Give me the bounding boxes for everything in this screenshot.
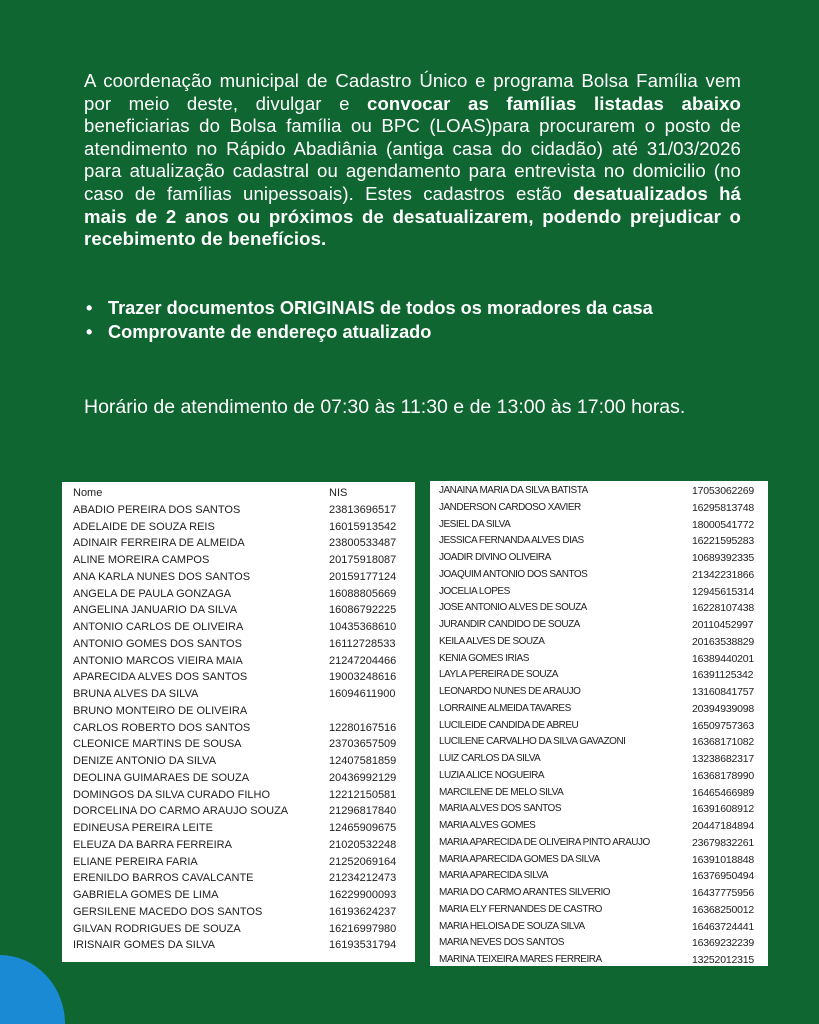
table-row xyxy=(439,868,768,885)
beneficiary-nis: 16015913542 xyxy=(329,520,397,533)
beneficiary-name: ANA KARLA NUNES DOS SANTOS xyxy=(73,570,251,583)
beneficiary-name: ALINE MOREIRA CAMPOS xyxy=(73,554,210,566)
table-row xyxy=(73,803,415,820)
table-row xyxy=(439,584,768,601)
table-row xyxy=(73,602,415,619)
table-row xyxy=(73,619,415,636)
beneficiary-name: JURANDIR CANDIDO DE SOUZA xyxy=(439,619,580,630)
header-name: Nome xyxy=(73,487,103,499)
beneficiary-nis: 16295813748 xyxy=(692,501,755,514)
beneficiary-name: ADINAIR FERREIRA DE ALMEIDA xyxy=(73,537,245,550)
beneficiary-name: MARIA APARECIDA SILVA xyxy=(439,870,548,882)
beneficiary-nis: 20447184894 xyxy=(692,820,755,832)
intro-text-2: beneficiarias do Bolsa família ou BPC (LOAS)para procurarem o posto de atendimento no Rápido Abadiânia (antiga casa do cidadão) até 31/03/2026 para atualização cadastral ou agendamento para entrevista no domicilio (no caso de famílias unipessoais). Estes cadastros estão xyxy=(84,115,741,204)
requirement-text: Comprovante de endereço atualizado xyxy=(108,322,432,342)
table-row xyxy=(439,684,768,701)
beneficiary-nis: 13252012315 xyxy=(692,954,755,966)
beneficiary-nis: 23679832261 xyxy=(692,836,755,849)
beneficiary-name: JANAINA MARIA DA SILVA BATISTA xyxy=(439,485,588,496)
beneficiary-nis: 20436992129 xyxy=(329,771,397,784)
beneficiary-nis: 12945615314 xyxy=(692,585,755,598)
beneficiary-name: MARIA ALVES GOMES xyxy=(439,820,536,831)
table-row xyxy=(73,736,415,753)
requirement-text: Trazer documentos ORIGINAIS de todos os moradores da casa xyxy=(108,298,653,318)
beneficiary-nis: 21342231866 xyxy=(692,568,755,581)
beneficiary-nis: 21234212473 xyxy=(329,872,397,885)
header-nis: NIS xyxy=(329,487,348,499)
beneficiary-name: ABADIO PEREIRA DOS SANTOS xyxy=(73,503,241,516)
beneficiary-name: ANGELINA JANUARIO DA SILVA xyxy=(73,604,238,617)
beneficiary-name: MARIA APARECIDA GOMES DA SILVA xyxy=(439,853,600,865)
beneficiary-nis: 12280167516 xyxy=(329,721,397,734)
table-row xyxy=(73,820,415,837)
beneficiary-name: ERENILDO BARROS CAVALCANTE xyxy=(73,872,254,885)
beneficiary-nis: 16465466989 xyxy=(692,786,755,799)
table-row xyxy=(73,653,415,670)
table-row xyxy=(439,701,768,718)
beneficiary-nis: 23703657509 xyxy=(329,738,397,751)
bullet-icon: • xyxy=(86,298,93,318)
beneficiary-nis: 16389440201 xyxy=(692,652,755,665)
beneficiary-name: ANTONIO GOMES DOS SANTOS xyxy=(73,637,242,650)
table-row xyxy=(73,787,415,804)
beneficiary-name: LUZIA ALICE NOGUEIRA xyxy=(439,769,545,781)
table-row xyxy=(73,770,415,787)
intro-text-1: A coordenação municipal de Cadastro Único e programa Bolsa Família vem por meio deste, divulgar e xyxy=(84,70,741,114)
beneficiary-name: LEONARDO NUNES DE ARAUJO xyxy=(439,686,581,697)
beneficiary-nis: 21252069164 xyxy=(329,855,397,868)
beneficiary-nis: 12212150581 xyxy=(329,788,397,801)
beneficiary-nis: 16221595283 xyxy=(692,535,755,548)
beneficiary-nis: 16216997980 xyxy=(329,922,397,935)
intro-bold-1: convocar as famílias listadas abaixo xyxy=(367,92,742,114)
beneficiary-nis: 16094611900 xyxy=(329,688,396,700)
beneficiary-nis: 16112728533 xyxy=(329,637,396,650)
table-row xyxy=(73,854,415,871)
requirement-item xyxy=(84,296,784,320)
beneficiary-nis xyxy=(329,703,415,720)
beneficiary-nis: 20175918087 xyxy=(329,554,397,566)
beneficiary-name: MARIA ELY FERNANDES DE CASTRO xyxy=(439,903,602,915)
table-row xyxy=(439,517,768,534)
beneficiary-nis: 16391608912 xyxy=(692,803,755,816)
beneficiary-name: LAYLA PEREIRA DE SOUZA xyxy=(439,669,558,681)
beneficiary-name: LUCILEIDE CANDIDA DE ABREU xyxy=(439,719,579,731)
table-row xyxy=(439,533,768,550)
table-row xyxy=(439,550,768,567)
table-row xyxy=(73,921,415,938)
decorative-blue-circle xyxy=(0,955,65,1024)
beneficiary-name: DORCELINA DO CARMO ARAUJO SOUZA xyxy=(73,805,289,818)
table-row xyxy=(73,753,415,770)
beneficiary-name: DEOLINA GUIMARAES DE SOUZA xyxy=(73,771,250,784)
beneficiary-name: GABRIELA GOMES DE LIMA xyxy=(73,889,219,901)
beneficiary-name: ANTONIO CARLOS DE OLIVEIRA xyxy=(73,621,244,633)
beneficiary-nis: 21247204466 xyxy=(329,654,397,667)
beneficiary-nis: 13238682317 xyxy=(692,753,755,765)
beneficiary-nis: 21296817840 xyxy=(329,805,397,818)
beneficiary-name: KEILA ALVES DE SOUZA xyxy=(439,635,545,647)
beneficiary-nis: 16391018848 xyxy=(692,853,755,866)
beneficiary-name: JESSICA FERNANDA ALVES DIAS xyxy=(439,535,584,547)
table-row xyxy=(439,617,768,634)
beneficiary-nis: 20163538829 xyxy=(692,635,755,648)
table-row xyxy=(439,852,768,869)
table-row xyxy=(73,552,415,569)
beneficiary-nis: 16368178990 xyxy=(692,769,755,782)
table-row xyxy=(73,535,415,552)
table-row xyxy=(439,919,768,936)
beneficiary-nis: 20159177124 xyxy=(329,570,397,583)
beneficiary-name: ADELAIDE DE SOUZA REIS xyxy=(73,520,215,533)
table-row xyxy=(439,500,768,517)
table-row xyxy=(439,801,768,818)
table-row xyxy=(439,902,768,919)
beneficiary-name: DOMINGOS DA SILVA CURADO FILHO xyxy=(73,788,271,801)
beneficiary-name: MARIA NEVES DOS SANTOS xyxy=(439,937,564,949)
bullet-icon: • xyxy=(86,322,93,342)
table-row xyxy=(439,952,768,969)
table-row xyxy=(73,904,415,921)
table-row xyxy=(73,502,415,519)
beneficiary-nis: 10435368610 xyxy=(329,621,397,633)
table-row xyxy=(439,885,768,902)
beneficiary-nis: 17053062269 xyxy=(692,485,755,497)
beneficiary-name: ELEUZA DA BARRA FERREIRA xyxy=(73,838,232,851)
beneficiary-name: GERSILENE MACEDO DOS SANTOS xyxy=(73,905,263,918)
table-row xyxy=(73,870,415,887)
table-row xyxy=(439,567,768,584)
table-row xyxy=(73,703,415,720)
table-row xyxy=(73,937,415,954)
beneficiary-nis: 12465909675 xyxy=(329,822,397,834)
table-row xyxy=(439,600,768,617)
table-row xyxy=(73,720,415,737)
table-row xyxy=(439,651,768,668)
beneficiary-nis: 16509757363 xyxy=(692,719,755,732)
beneficiary-name: LUCILENE CARVALHO DA SILVA GAVAZONI xyxy=(439,736,626,748)
beneficiary-name: MARIA DO CARMO ARANTES SILVERIO xyxy=(439,887,611,898)
beneficiary-nis: 20394939098 xyxy=(692,702,755,715)
beneficiary-name: ANTONIO MARCOS VIEIRA MAIA xyxy=(73,654,243,667)
beneficiary-nis: 12407581859 xyxy=(329,755,397,767)
beneficiary-nis: 16229900093 xyxy=(329,889,397,901)
beneficiary-nis: 16088805669 xyxy=(329,587,397,600)
table-row xyxy=(73,686,415,703)
beneficiary-name: JOADIR DIVINO OLIVEIRA xyxy=(439,552,551,563)
beneficiary-nis: 10689392335 xyxy=(692,552,755,564)
table-header xyxy=(73,485,415,502)
beneficiary-name: IRISNAIR GOMES DA SILVA xyxy=(73,939,216,952)
beneficiary-name: JOAQUIM ANTONIO DOS SANTOS xyxy=(439,568,588,580)
table-row xyxy=(439,667,768,684)
beneficiary-nis: 16368171082 xyxy=(692,736,755,749)
table-row xyxy=(439,483,768,500)
beneficiary-name: JESIEL DA SILVA xyxy=(439,518,511,530)
table-row xyxy=(73,636,415,653)
table-row xyxy=(73,586,415,603)
beneficiary-nis: 16086792225 xyxy=(329,604,397,617)
requirements-list xyxy=(84,296,784,344)
beneficiary-name: BRUNO MONTEIRO DE OLIVEIRA xyxy=(73,704,248,717)
table-row xyxy=(439,835,768,852)
beneficiary-name: ANGELA DE PAULA GONZAGA xyxy=(73,587,232,600)
beneficiary-nis: 16463724441 xyxy=(692,920,755,933)
table-row xyxy=(439,634,768,651)
beneficiary-name: MARINA TEIXEIRA MARES FERREIRA xyxy=(439,954,602,965)
table-row xyxy=(439,734,768,751)
table-row xyxy=(439,785,768,802)
beneficiary-name: GILVAN RODRIGUES DE SOUZA xyxy=(73,922,241,935)
table-row xyxy=(73,669,415,686)
beneficiary-nis: 13160841757 xyxy=(692,686,755,698)
beneficiary-name: JOSE ANTONIO ALVES DE SOUZA xyxy=(439,602,587,614)
opening-hours: Horário de atendimento de 07:30 às 11:30 e de 13:00 às 17:00 horas. xyxy=(84,396,686,418)
beneficiary-name: LUIZ CARLOS DA SILVA xyxy=(439,753,541,764)
beneficiary-nis: 16369232239 xyxy=(692,937,755,950)
beneficiary-nis: 16376950494 xyxy=(692,870,755,883)
beneficiary-name: JANDERSON CARDOSO XAVIER xyxy=(439,501,581,513)
beneficiary-name: CLEONICE MARTINS DE SOUSA xyxy=(73,738,242,751)
intro-bold-2: desatualizados há mais de 2 anos ou próximos de desatualizarem, podendo prejudicar o recebimento de benefícios. xyxy=(84,182,741,250)
beneficiary-name: MARIA ALVES DOS SANTOS xyxy=(439,803,562,815)
beneficiary-nis: 16228107438 xyxy=(692,602,755,615)
beneficiary-name: JOCELIA LOPES xyxy=(439,585,510,597)
table-row xyxy=(439,768,768,785)
beneficiary-nis: 16368250012 xyxy=(692,903,755,916)
table-row xyxy=(73,569,415,586)
beneficiary-name: MARIA APARECIDA DE OLIVEIRA PINTO ARAUJO xyxy=(439,836,650,848)
beneficiary-nis: 16391125342 xyxy=(692,669,754,682)
beneficiary-nis: 21020532248 xyxy=(329,838,397,851)
table-row xyxy=(73,519,415,536)
beneficiary-name: MARIA HELOISA DE SOUZA SILVA xyxy=(439,920,585,932)
table-row xyxy=(439,718,768,735)
beneficiary-name: EDINEUSA PEREIRA LEITE xyxy=(73,822,213,834)
beneficiary-nis: 23800533487 xyxy=(329,537,397,550)
beneficiary-nis: 23813696517 xyxy=(329,503,397,516)
beneficiary-name: BRUNA ALVES DA SILVA xyxy=(73,688,199,700)
beneficiaries-table-left xyxy=(62,482,415,962)
beneficiary-name: CARLOS ROBERTO DOS SANTOS xyxy=(73,721,251,734)
beneficiary-name: DENIZE ANTONIO DA SILVA xyxy=(73,755,217,767)
beneficiaries-table-right xyxy=(430,481,768,966)
table-row xyxy=(439,935,768,952)
beneficiary-name: MARCILENE DE MELO SILVA xyxy=(439,786,564,798)
table-row xyxy=(439,751,768,768)
table-row xyxy=(439,818,768,835)
beneficiary-nis: 20110452997 xyxy=(692,619,754,631)
requirement-item xyxy=(84,320,784,344)
beneficiary-nis: 16193624237 xyxy=(329,905,397,918)
beneficiary-name: KENIA GOMES IRIAS xyxy=(439,652,529,664)
beneficiary-nis: 18000541772 xyxy=(692,518,755,531)
beneficiary-name: APARECIDA ALVES DOS SANTOS xyxy=(73,671,248,684)
beneficiary-name: LORRAINE ALMEIDA TAVARES xyxy=(439,702,571,714)
beneficiary-nis: 16437775956 xyxy=(692,887,755,899)
beneficiary-name: ELIANE PEREIRA FARIA xyxy=(73,855,198,868)
intro-paragraph xyxy=(84,70,741,251)
beneficiary-nis: 16193531794 xyxy=(329,939,397,952)
table-row xyxy=(73,887,415,904)
table-row xyxy=(73,837,415,854)
beneficiary-nis: 19003248616 xyxy=(329,671,397,684)
